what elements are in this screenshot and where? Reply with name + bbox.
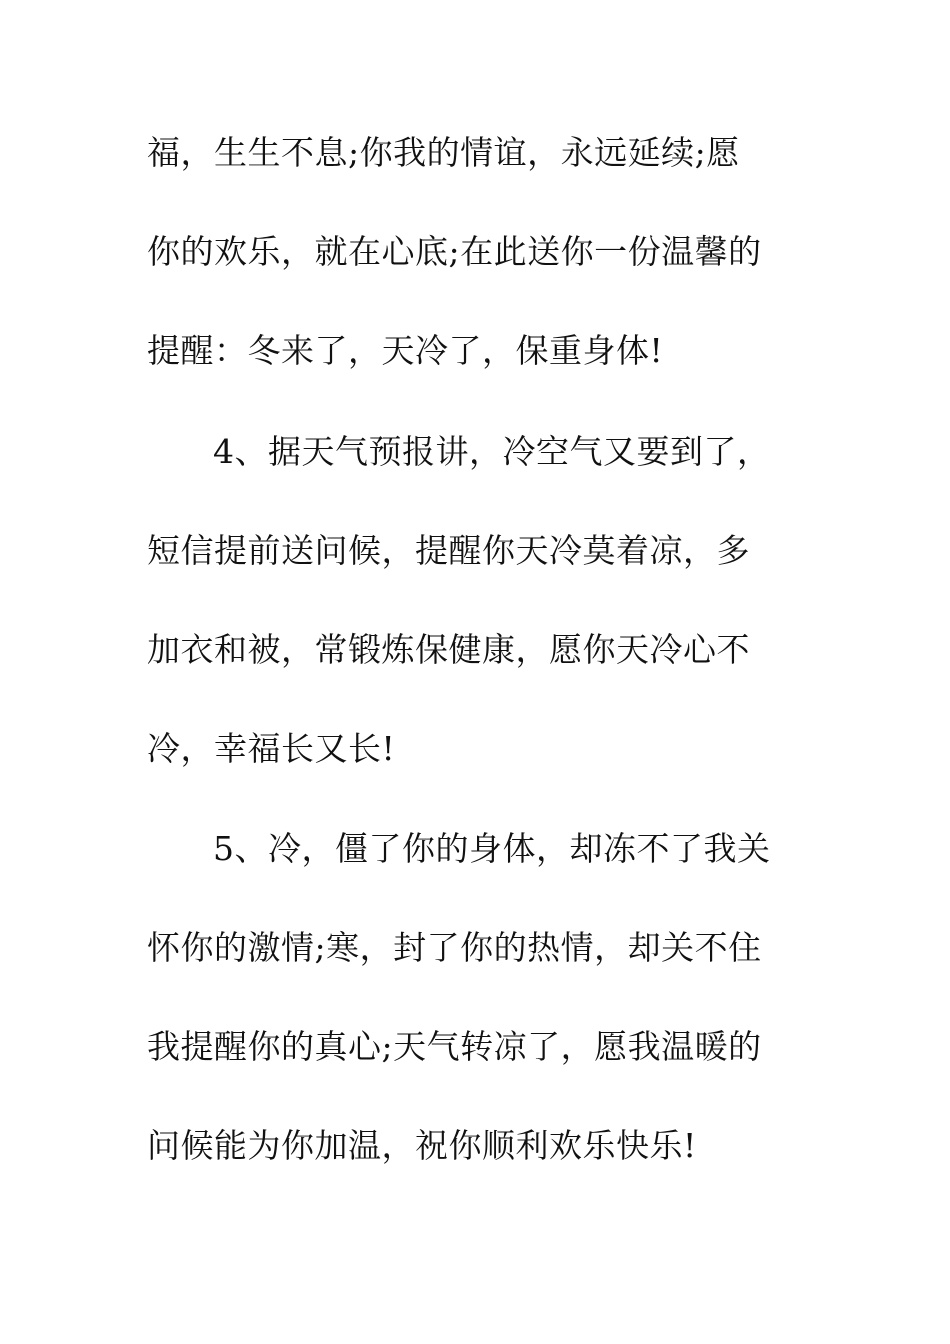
paragraph-3-line-3: 我提醒你的真心;天气转凉了，愿我温暖的 <box>147 1027 762 1066</box>
paragraph-1-line-2: 你的欢乐，就在心底;在此送你一份温馨的 <box>147 232 762 271</box>
paragraph-3-line-4: 问候能为你加温，祝你顺利欢乐快乐! <box>147 1126 697 1165</box>
paragraph-1-line-1: 福，生生不息;你我的情谊，永远延续;愿 <box>147 133 740 172</box>
paragraph-2-line-3: 加衣和被，常锻炼保健康，愿你天冷心不 <box>147 630 750 669</box>
paragraph-3-line-2: 怀你的激情;寒，封了你的热情，却关不住 <box>147 928 762 967</box>
paragraph-1-line-3: 提醒：冬来了，天冷了，保重身体! <box>147 331 664 370</box>
paragraph-2-line-4: 冷，幸福长又长! <box>147 729 396 768</box>
paragraph-3-line-1: 5、冷，僵了你的身体，却冻不了我关 <box>213 829 771 868</box>
paragraph-2-line-1: 4、据天气预报讲，冷空气又要到了， <box>213 432 771 471</box>
paragraph-2-line-2: 短信提前送问候，提醒你天冷莫着凉，多 <box>147 531 750 570</box>
